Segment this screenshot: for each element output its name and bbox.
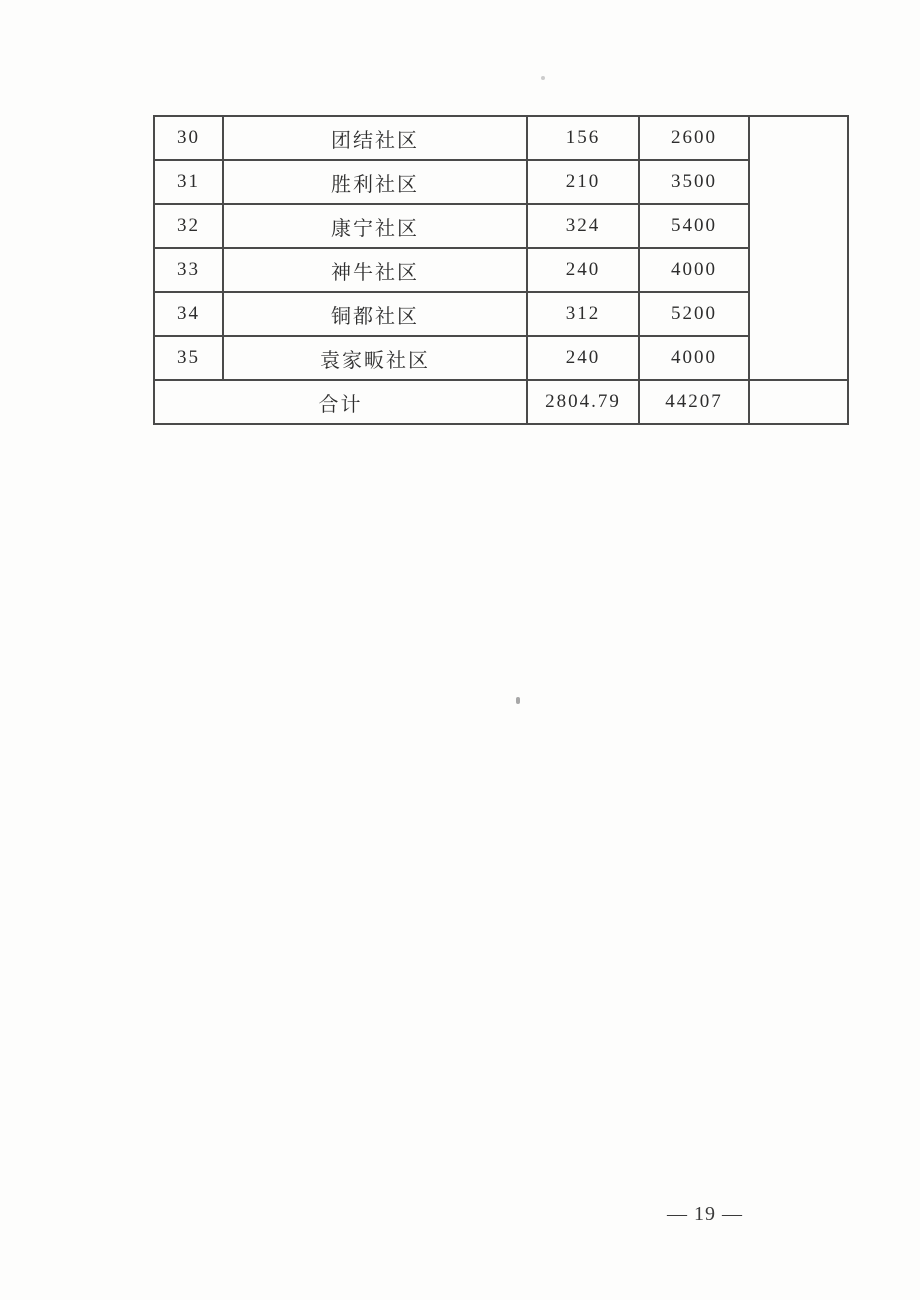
total-value1-cell: 2804.79 xyxy=(527,380,639,424)
value1-cell: 312 xyxy=(527,292,639,336)
scan-speck xyxy=(516,697,520,704)
community-name-cell: 胜利社区 xyxy=(223,160,527,204)
scan-speck xyxy=(541,76,545,80)
serial-cell: 34 xyxy=(154,292,223,336)
community-name-cell: 铜都社区 xyxy=(223,292,527,336)
total-label-cell: 合计 xyxy=(154,380,527,424)
total-remark-cell xyxy=(749,380,848,424)
community-name-cell: 神牛社区 xyxy=(223,248,527,292)
community-name-cell: 袁家畈社区 xyxy=(223,336,527,380)
value1-cell: 156 xyxy=(527,116,639,160)
total-value2-cell: 44207 xyxy=(639,380,749,424)
value2-cell: 5400 xyxy=(639,204,749,248)
value2-cell: 5200 xyxy=(639,292,749,336)
serial-cell: 33 xyxy=(154,248,223,292)
value1-cell: 210 xyxy=(527,160,639,204)
community-name-cell: 团结社区 xyxy=(223,116,527,160)
table-row xyxy=(154,336,848,380)
value2-cell: 2600 xyxy=(639,116,749,160)
serial-cell: 32 xyxy=(154,204,223,248)
value2-cell: 4000 xyxy=(639,336,749,380)
community-statistics-table xyxy=(153,115,849,425)
value1-cell: 324 xyxy=(527,204,639,248)
table-row xyxy=(154,292,848,336)
serial-cell: 31 xyxy=(154,160,223,204)
value1-cell: 240 xyxy=(527,248,639,292)
page-number: — 19 — xyxy=(667,1203,743,1225)
table-total-row xyxy=(154,380,848,424)
value2-cell: 4000 xyxy=(639,248,749,292)
table-row xyxy=(154,248,848,292)
community-name-cell: 康宁社区 xyxy=(223,204,527,248)
table-row xyxy=(154,160,848,204)
remark-merged-cell xyxy=(749,116,848,380)
value2-cell: 3500 xyxy=(639,160,749,204)
table-row xyxy=(154,116,848,160)
value1-cell: 240 xyxy=(527,336,639,380)
serial-cell: 30 xyxy=(154,116,223,160)
table-row xyxy=(154,204,848,248)
serial-cell: 35 xyxy=(154,336,223,380)
